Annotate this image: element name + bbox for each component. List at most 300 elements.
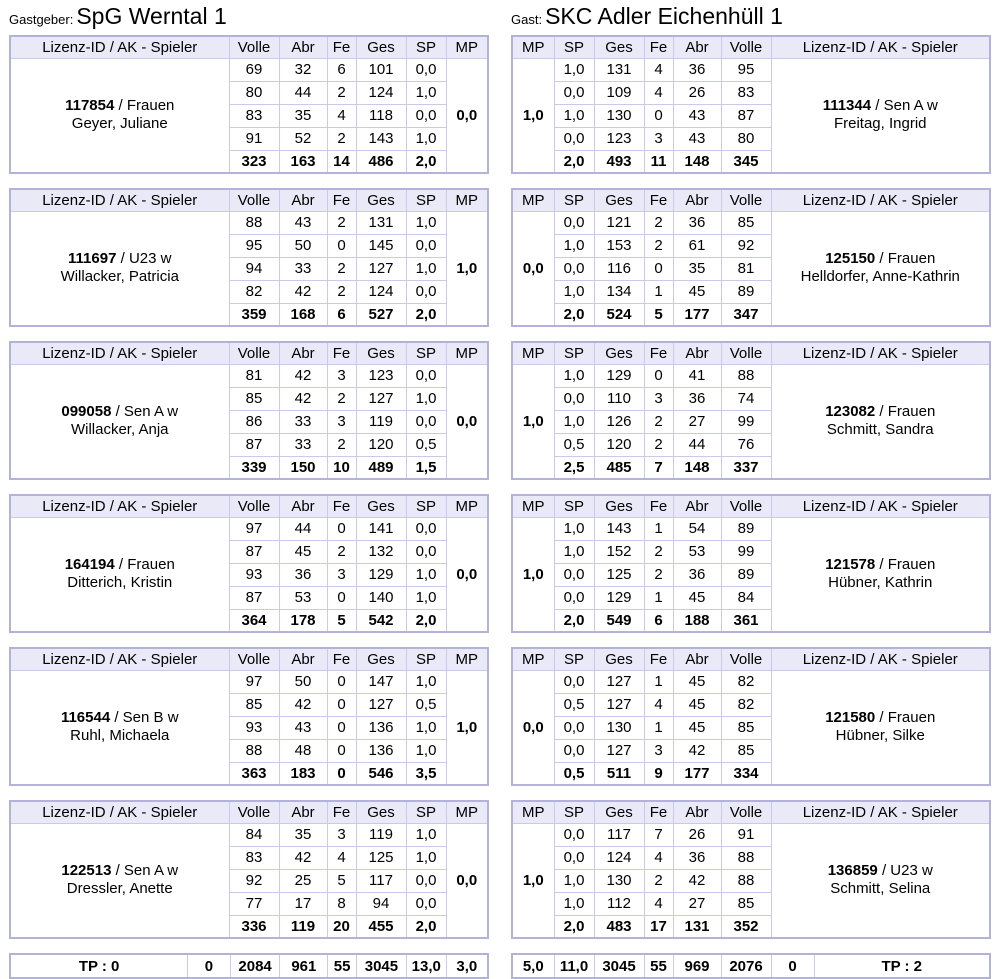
cell-fe: 3 (327, 563, 356, 586)
cell-abr: 27 (673, 410, 721, 433)
guest-player-name: Freitag, Ingrid (833, 115, 927, 133)
total-ges: 493 (594, 150, 644, 173)
col-header-sp: SP (406, 36, 446, 58)
cell-abr: 48 (279, 739, 327, 762)
cell-fe: 2 (644, 410, 673, 433)
cell-ges: 143 (356, 127, 406, 150)
cell-ges: 125 (594, 563, 644, 586)
col-header-ges: Ges (594, 342, 644, 364)
cell-ges: 126 (594, 410, 644, 433)
cell-volle: 77 (229, 892, 279, 915)
cell-sp: 0,5 (406, 693, 446, 716)
cell-sp: 1,0 (554, 517, 594, 540)
cell-volle: 92 (721, 234, 771, 257)
guest-player-table (511, 341, 991, 480)
lane-row (10, 364, 488, 387)
home-player-table (9, 494, 489, 633)
home-total-abr: 961 (280, 954, 328, 978)
cell-sp: 0,0 (406, 280, 446, 303)
cell-ges: 145 (356, 234, 406, 257)
col-header-ges: Ges (594, 36, 644, 58)
cell-sp: 1,0 (406, 846, 446, 869)
cell-volle: 85 (229, 693, 279, 716)
total-ges: 511 (594, 762, 644, 785)
cell-ges: 127 (594, 693, 644, 716)
cell-sp: 1,0 (554, 410, 594, 433)
match-pair-row (0, 647, 1000, 786)
cell-fe: 2 (327, 81, 356, 104)
guest-team-name: SKC Adler Eichenhüll 1 (545, 3, 783, 29)
cell-sp: 0,0 (406, 540, 446, 563)
home-player-info (10, 211, 229, 326)
col-header-player: Lizenz-ID / AK - Spieler (10, 801, 229, 823)
cell-sp: 1,0 (406, 670, 446, 693)
cell-abr: 45 (673, 716, 721, 739)
total-abr: 148 (673, 456, 721, 479)
guest-match-points: 1,0 (512, 364, 554, 479)
guest-player-info (771, 517, 990, 632)
cell-volle: 99 (721, 540, 771, 563)
total-abr: 163 (279, 150, 327, 173)
guest-player-table (511, 188, 991, 327)
col-header-fe: Fe (327, 495, 356, 517)
cell-fe: 2 (644, 540, 673, 563)
total-fe: 5 (327, 609, 356, 632)
total-abr: 148 (673, 150, 721, 173)
home-player-name: Willacker, Anja (70, 421, 169, 439)
guest-total-ges: 3045 (594, 954, 644, 978)
cell-volle: 82 (721, 670, 771, 693)
col-header-fe: Fe (327, 801, 356, 823)
cell-ges: 112 (594, 892, 644, 915)
total-abr: 168 (279, 303, 327, 326)
cell-sp: 0,0 (406, 234, 446, 257)
col-header-ges: Ges (594, 801, 644, 823)
cell-ges: 134 (594, 280, 644, 303)
cell-fe: 1 (644, 280, 673, 303)
col-header-sp: SP (554, 495, 594, 517)
cell-volle: 83 (721, 81, 771, 104)
total-ges: 455 (356, 915, 406, 938)
col-header-player: Lizenz-ID / AK - Spieler (771, 189, 990, 211)
col-header-volle: Volle (229, 648, 279, 670)
guest-player-ak: / Frauen (879, 556, 936, 574)
col-header-player: Lizenz-ID / AK - Spieler (10, 189, 229, 211)
cell-abr: 36 (673, 387, 721, 410)
cell-volle: 87 (229, 586, 279, 609)
cell-abr: 35 (279, 104, 327, 127)
cell-sp: 0,0 (554, 823, 594, 846)
cell-sp: 0,0 (554, 211, 594, 234)
cell-ges: 130 (594, 104, 644, 127)
cell-abr: 42 (279, 280, 327, 303)
home-match-points: 1,0 (446, 211, 488, 326)
cell-volle: 80 (229, 81, 279, 104)
home-team-points: TP : 0 (10, 954, 188, 978)
cell-volle: 85 (721, 716, 771, 739)
cell-sp: 0,0 (406, 58, 446, 81)
total-ges: 549 (594, 609, 644, 632)
cell-fe: 4 (644, 892, 673, 915)
col-header-fe: Fe (327, 648, 356, 670)
col-header-fe: Fe (327, 342, 356, 364)
total-volle: 345 (721, 150, 771, 173)
col-header-sp: SP (406, 495, 446, 517)
col-header-abr: Abr (279, 342, 327, 364)
total-ges: 485 (594, 456, 644, 479)
lane-row (10, 823, 488, 846)
cell-fe: 4 (644, 693, 673, 716)
cell-ges: 119 (356, 823, 406, 846)
cell-ges: 129 (594, 586, 644, 609)
cell-ges: 94 (356, 892, 406, 915)
cell-volle: 81 (721, 257, 771, 280)
col-header-ges: Ges (356, 189, 406, 211)
guest-match-points: 1,0 (512, 58, 554, 173)
guest-player-info (771, 364, 990, 479)
total-abr: 183 (279, 762, 327, 785)
cell-sp: 1,0 (554, 58, 594, 81)
cell-volle: 84 (721, 586, 771, 609)
cell-abr: 43 (673, 127, 721, 150)
total-sp: 1,5 (406, 456, 446, 479)
match-pair-row (0, 341, 1000, 480)
total-ges: 527 (356, 303, 406, 326)
home-player-table (9, 341, 489, 480)
guest-table-header (512, 495, 990, 517)
cell-ges: 121 (594, 211, 644, 234)
total-abr: 177 (673, 303, 721, 326)
home-total-volle: 2084 (230, 954, 280, 978)
cell-abr: 43 (673, 104, 721, 127)
home-player-name: Ditterich, Kristin (67, 574, 173, 592)
cell-fe: 7 (644, 823, 673, 846)
home-extra: 0 (188, 954, 230, 978)
cell-fe: 2 (327, 540, 356, 563)
total-volle: 336 (229, 915, 279, 938)
cell-abr: 54 (673, 517, 721, 540)
cell-abr: 33 (279, 410, 327, 433)
cell-ges: 130 (594, 869, 644, 892)
cell-fe: 1 (644, 670, 673, 693)
total-ges: 524 (594, 303, 644, 326)
guest-total-mp: 5,0 (512, 954, 554, 978)
cell-sp: 1,0 (406, 563, 446, 586)
cell-abr: 36 (279, 563, 327, 586)
col-header-volle: Volle (721, 189, 771, 211)
total-sp: 2,0 (406, 150, 446, 173)
guest-player-name: Helldorfer, Anne-Kathrin (800, 268, 960, 286)
cell-volle: 93 (229, 716, 279, 739)
cell-ges: 131 (594, 58, 644, 81)
guest-total-fe: 55 (644, 954, 673, 978)
cell-volle: 88 (721, 869, 771, 892)
cell-ges: 124 (594, 846, 644, 869)
cell-abr: 25 (279, 869, 327, 892)
cell-abr: 43 (279, 716, 327, 739)
col-header-mp: MP (446, 189, 488, 211)
home-player-ak: / Sen B w (114, 709, 179, 727)
total-volle: 363 (229, 762, 279, 785)
col-header-mp: MP (446, 342, 488, 364)
col-header-sp: SP (406, 342, 446, 364)
match-pair-row (0, 188, 1000, 327)
col-header-mp: MP (446, 801, 488, 823)
cell-ges: 124 (356, 81, 406, 104)
cell-ges: 123 (356, 364, 406, 387)
cell-volle: 88 (229, 739, 279, 762)
cell-sp: 0,5 (554, 433, 594, 456)
cell-ges: 110 (594, 387, 644, 410)
cell-fe: 0 (327, 586, 356, 609)
cell-abr: 36 (673, 846, 721, 869)
col-header-abr: Abr (673, 36, 721, 58)
cell-ges: 140 (356, 586, 406, 609)
cell-abr: 17 (279, 892, 327, 915)
cell-abr: 53 (279, 586, 327, 609)
match-blocks (0, 35, 1000, 939)
cell-fe: 3 (644, 387, 673, 410)
cell-ges: 125 (356, 846, 406, 869)
cell-fe: 0 (327, 670, 356, 693)
guest-extra: 0 (771, 954, 814, 978)
cell-ges: 153 (594, 234, 644, 257)
col-header-mp: MP (446, 648, 488, 670)
home-player-table (9, 35, 489, 174)
cell-abr: 42 (279, 693, 327, 716)
cell-sp: 0,0 (554, 716, 594, 739)
guest-team-label: Gast: (511, 12, 543, 27)
col-header-fe: Fe (644, 648, 673, 670)
home-player-info (10, 517, 229, 632)
cell-abr: 44 (279, 81, 327, 104)
cell-abr: 45 (279, 540, 327, 563)
col-header-player: Lizenz-ID / AK - Spieler (10, 648, 229, 670)
col-header-ges: Ges (356, 36, 406, 58)
home-total-sp: 13,0 (406, 954, 446, 978)
total-volle: 337 (721, 456, 771, 479)
col-header-abr: Abr (279, 495, 327, 517)
home-team-label: Gastgeber: (9, 12, 74, 27)
cell-ges: 116 (594, 257, 644, 280)
home-player-name: Ruhl, Michaela (70, 727, 170, 745)
guest-player-name: Schmitt, Selina (830, 880, 931, 898)
cell-fe: 2 (327, 387, 356, 410)
cell-sp: 0,0 (406, 104, 446, 127)
guest-player-ak: / Frauen (879, 709, 936, 727)
home-table-header (10, 495, 488, 517)
col-header-abr: Abr (673, 189, 721, 211)
cell-fe: 4 (327, 846, 356, 869)
lane-row (512, 670, 990, 693)
cell-volle: 86 (229, 410, 279, 433)
col-header-sp: SP (406, 648, 446, 670)
page-header (0, 0, 1000, 35)
cell-sp: 0,0 (554, 846, 594, 869)
home-match-points: 1,0 (446, 670, 488, 785)
col-header-mp: MP (512, 495, 554, 517)
cell-volle: 85 (721, 892, 771, 915)
cell-ges: 117 (594, 823, 644, 846)
guest-match-points: 1,0 (512, 517, 554, 632)
col-header-volle: Volle (229, 36, 279, 58)
total-abr: 188 (673, 609, 721, 632)
col-header-mp: MP (512, 342, 554, 364)
home-match-points: 0,0 (446, 823, 488, 938)
cell-volle: 88 (229, 211, 279, 234)
cell-fe: 4 (644, 58, 673, 81)
home-team-title (9, 3, 489, 30)
total-sp: 3,5 (406, 762, 446, 785)
match-pair-row (0, 35, 1000, 174)
col-header-sp: SP (554, 342, 594, 364)
match-pair-row (0, 800, 1000, 939)
home-totals (10, 954, 488, 978)
home-match-points: 0,0 (446, 58, 488, 173)
guest-player-license-id: 121578 (825, 556, 876, 574)
cell-abr: 35 (279, 823, 327, 846)
col-header-player: Lizenz-ID / AK - Spieler (10, 36, 229, 58)
total-abr: 119 (279, 915, 327, 938)
col-header-player: Lizenz-ID / AK - Spieler (10, 495, 229, 517)
guest-team-title (511, 3, 991, 30)
cell-fe: 2 (327, 127, 356, 150)
cell-volle: 92 (229, 869, 279, 892)
cell-fe: 3 (327, 823, 356, 846)
cell-abr: 42 (673, 739, 721, 762)
cell-ges: 127 (594, 670, 644, 693)
cell-fe: 0 (327, 234, 356, 257)
cell-ges: 127 (594, 739, 644, 762)
cell-fe: 0 (644, 257, 673, 280)
col-header-abr: Abr (673, 495, 721, 517)
cell-sp: 0,0 (554, 670, 594, 693)
cell-abr: 42 (673, 869, 721, 892)
col-header-sp: SP (554, 801, 594, 823)
col-header-volle: Volle (229, 189, 279, 211)
guest-match-points: 0,0 (512, 670, 554, 785)
lane-row (10, 670, 488, 693)
col-header-fe: Fe (644, 342, 673, 364)
guest-table-header (512, 189, 990, 211)
col-header-volle: Volle (721, 342, 771, 364)
total-fe: 0 (327, 762, 356, 785)
lane-row (512, 58, 990, 81)
cell-fe: 4 (644, 846, 673, 869)
guest-player-info (771, 58, 990, 173)
cell-sp: 0,0 (554, 739, 594, 762)
col-header-fe: Fe (327, 189, 356, 211)
col-header-sp: SP (406, 801, 446, 823)
cell-ges: 152 (594, 540, 644, 563)
guest-player-ak: / U23 w (881, 862, 933, 880)
total-sp: 0,5 (554, 762, 594, 785)
col-header-abr: Abr (279, 189, 327, 211)
home-table-header (10, 648, 488, 670)
col-header-ges: Ges (356, 342, 406, 364)
cell-volle: 91 (229, 127, 279, 150)
guest-player-license-id: 121580 (825, 709, 876, 727)
guest-player-name: Hübner, Kathrin (828, 574, 933, 592)
cell-fe: 2 (327, 257, 356, 280)
cell-ges: 131 (356, 211, 406, 234)
cell-abr: 43 (279, 211, 327, 234)
cell-ges: 132 (356, 540, 406, 563)
cell-sp: 1,0 (406, 81, 446, 104)
cell-abr: 44 (673, 433, 721, 456)
total-ges: 542 (356, 609, 406, 632)
home-player-license-id: 111697 (68, 250, 117, 268)
cell-volle: 84 (229, 823, 279, 846)
cell-volle: 85 (229, 387, 279, 410)
cell-sp: 1,0 (406, 257, 446, 280)
cell-fe: 2 (644, 211, 673, 234)
total-sp: 2,0 (406, 303, 446, 326)
cell-abr: 52 (279, 127, 327, 150)
cell-sp: 1,0 (406, 387, 446, 410)
col-header-abr: Abr (279, 36, 327, 58)
cell-fe: 6 (327, 58, 356, 81)
col-header-abr: Abr (673, 648, 721, 670)
guest-player-name: Schmitt, Sandra (826, 421, 934, 439)
total-fe: 14 (327, 150, 356, 173)
col-header-volle: Volle (721, 801, 771, 823)
total-sp: 2,5 (554, 456, 594, 479)
cell-volle: 69 (229, 58, 279, 81)
cell-volle: 85 (721, 211, 771, 234)
cell-volle: 74 (721, 387, 771, 410)
col-header-ges: Ges (594, 495, 644, 517)
cell-volle: 97 (229, 517, 279, 540)
home-player-info (10, 823, 229, 938)
col-header-mp: MP (512, 648, 554, 670)
cell-volle: 89 (721, 563, 771, 586)
cell-sp: 1,0 (406, 586, 446, 609)
home-player-name: Willacker, Patricia (60, 268, 179, 286)
home-player-table (9, 647, 489, 786)
total-fe: 11 (644, 150, 673, 173)
lane-row (10, 517, 488, 540)
total-volle: 364 (229, 609, 279, 632)
guest-match-points: 1,0 (512, 823, 554, 938)
col-header-fe: Fe (327, 36, 356, 58)
cell-fe: 4 (644, 81, 673, 104)
cell-sp: 0,0 (406, 892, 446, 915)
cell-volle: 76 (721, 433, 771, 456)
guest-player-license-id: 111344 (822, 97, 872, 115)
guest-totals-table (511, 953, 991, 979)
total-volle: 339 (229, 456, 279, 479)
cell-fe: 2 (327, 211, 356, 234)
home-player-table (9, 800, 489, 939)
guest-player-table (511, 35, 991, 174)
col-header-volle: Volle (721, 495, 771, 517)
home-player-license-id: 122513 (61, 862, 112, 880)
cell-abr: 42 (279, 846, 327, 869)
guest-player-ak: / Frauen (879, 403, 936, 421)
cell-fe: 0 (327, 739, 356, 762)
home-table-header (10, 342, 488, 364)
cell-ges: 127 (356, 693, 406, 716)
cell-sp: 0,0 (554, 563, 594, 586)
cell-abr: 36 (673, 563, 721, 586)
cell-volle: 93 (229, 563, 279, 586)
cell-ges: 129 (356, 563, 406, 586)
total-sp: 2,0 (406, 609, 446, 632)
cell-fe: 2 (327, 433, 356, 456)
total-abr: 150 (279, 456, 327, 479)
col-header-player: Lizenz-ID / AK - Spieler (10, 342, 229, 364)
